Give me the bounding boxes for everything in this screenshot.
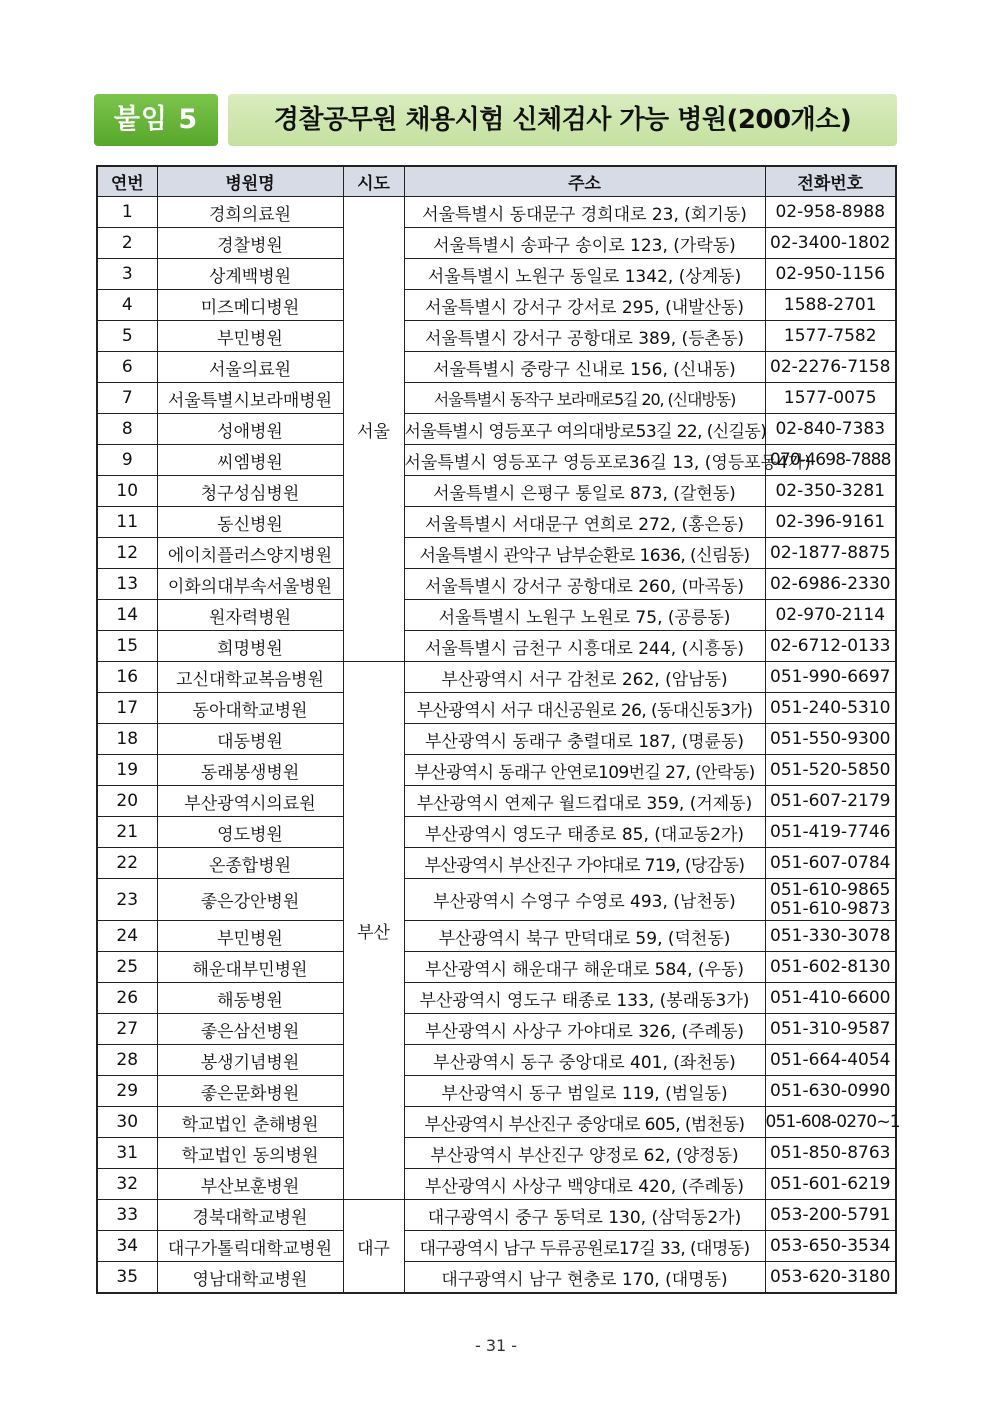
hospital-phone: 051-608-0270~1 bbox=[765, 1107, 896, 1138]
hospital-address: 서울특별시 관악구 남부순환로 1636, (신림동) bbox=[404, 538, 765, 569]
table-row bbox=[97, 476, 896, 507]
hospital-name: 대구가톨릭대학교병원 bbox=[157, 1231, 343, 1262]
hospital-table bbox=[96, 165, 900, 1294]
hospital-address: 부산광역시 사상구 가야대로 326, (주례동) bbox=[404, 1014, 765, 1045]
row-number: 27 bbox=[97, 1014, 157, 1045]
hospital-phone: 02-350-3281 bbox=[765, 476, 896, 507]
hospital-phone: 051-850-8763 bbox=[765, 1138, 896, 1169]
hospital-phone: 051-419-7746 bbox=[765, 817, 896, 848]
hospital-name: 동아대학교병원 bbox=[157, 693, 343, 724]
hospital-address: 부산광역시 동래구 안연로109번길 27, (안락동) bbox=[404, 755, 765, 786]
table-row bbox=[97, 321, 896, 352]
hospital-address: 부산광역시 사상구 백양대로 420, (주례동) bbox=[404, 1169, 765, 1200]
hospital-address: 부산광역시 해운대구 해운대로 584, (우동) bbox=[404, 952, 765, 983]
hospital-name: 희명병원 bbox=[157, 631, 343, 662]
hospital-address: 부산광역시 서구 대신공원로 26, (동대신동3가) bbox=[404, 693, 765, 724]
hospital-phone: 051-330-3078 bbox=[765, 921, 896, 952]
hospital-address: 부산광역시 수영구 수영로 493, (남천동) bbox=[404, 879, 765, 921]
row-number: 3 bbox=[97, 259, 157, 290]
table-row bbox=[97, 724, 896, 755]
hospital-address: 서울특별시 영등포구 여의대방로53길 22, (신길동) bbox=[404, 414, 765, 445]
hospital-name: 서울특별시보라매병원 bbox=[157, 383, 343, 414]
row-number: 32 bbox=[97, 1169, 157, 1200]
table-row bbox=[97, 538, 896, 569]
table-row bbox=[97, 290, 896, 321]
hospital-address: 부산광역시 연제구 월드컵대로 359, (거제동) bbox=[404, 786, 765, 817]
table-row bbox=[97, 817, 896, 848]
row-number: 30 bbox=[97, 1107, 157, 1138]
table-row bbox=[97, 848, 896, 879]
row-number: 25 bbox=[97, 952, 157, 983]
hospital-name: 봉생기념병원 bbox=[157, 1045, 343, 1076]
row-number: 22 bbox=[97, 848, 157, 879]
row-number: 13 bbox=[97, 569, 157, 600]
region-cell: 부산 bbox=[343, 662, 404, 1200]
row-number: 29 bbox=[97, 1076, 157, 1107]
hospital-name: 동신병원 bbox=[157, 507, 343, 538]
page-title: 경찰공무원 채용시험 신체검사 가능 병원(200개소) bbox=[228, 94, 897, 146]
table-row bbox=[97, 352, 896, 383]
hospital-address: 부산광역시 부산진구 중앙대로 605, (범천동) bbox=[404, 1107, 765, 1138]
phone-line: 051-610-9865 bbox=[770, 879, 891, 900]
hospital-name: 상계백병원 bbox=[157, 259, 343, 290]
table-row bbox=[97, 1045, 896, 1076]
hospital-phone: 02-396-9161 bbox=[765, 507, 896, 538]
hospital-name: 학교법인 동의병원 bbox=[157, 1138, 343, 1169]
hospital-phone: 1577-0075 bbox=[765, 383, 896, 414]
row-number: 35 bbox=[97, 1262, 157, 1294]
table-row bbox=[97, 414, 896, 445]
row-number: 17 bbox=[97, 693, 157, 724]
row-number: 12 bbox=[97, 538, 157, 569]
row-number: 23 bbox=[97, 879, 157, 921]
table-row bbox=[97, 1262, 896, 1294]
row-number: 2 bbox=[97, 228, 157, 259]
page-header bbox=[94, 94, 897, 146]
hospital-name: 에이치플러스양지병원 bbox=[157, 538, 343, 569]
row-number: 5 bbox=[97, 321, 157, 352]
hospital-name: 부민병원 bbox=[157, 321, 343, 352]
hospital-name: 온종합병원 bbox=[157, 848, 343, 879]
row-number: 1 bbox=[97, 197, 157, 228]
row-number: 20 bbox=[97, 786, 157, 817]
col-header-no: 연번 bbox=[97, 166, 157, 197]
row-number: 24 bbox=[97, 921, 157, 952]
hospital-phone: 051-310-9587 bbox=[765, 1014, 896, 1045]
table-row bbox=[97, 507, 896, 538]
attachment-badge: 붙임 5 bbox=[94, 94, 218, 146]
hospital-phone: 02-3400-1802 bbox=[765, 228, 896, 259]
hospital-address: 대구광역시 남구 현충로 170, (대명동) bbox=[404, 1262, 765, 1294]
col-header-name: 병원명 bbox=[157, 166, 343, 197]
hospital-address: 서울특별시 강서구 공항대로 260, (마곡동) bbox=[404, 569, 765, 600]
hospital-name: 경북대학교병원 bbox=[157, 1200, 343, 1231]
hospital-address: 대구광역시 남구 두류공원로17길 33, (대명동) bbox=[404, 1231, 765, 1262]
table-row bbox=[97, 1169, 896, 1200]
hospital-address: 서울특별시 노원구 노원로 75, (공릉동) bbox=[404, 600, 765, 631]
page-number: - 31 - bbox=[474, 1336, 518, 1355]
hospital-phone: 02-958-8988 bbox=[765, 197, 896, 228]
hospital-address: 부산광역시 북구 만덕대로 59, (덕천동) bbox=[404, 921, 765, 952]
hospital-name: 경희의료원 bbox=[157, 197, 343, 228]
row-number: 31 bbox=[97, 1138, 157, 1169]
hospital-address: 서울특별시 노원구 동일로 1342, (상계동) bbox=[404, 259, 765, 290]
region-cell: 대구 bbox=[343, 1200, 404, 1294]
row-number: 18 bbox=[97, 724, 157, 755]
table-row bbox=[97, 600, 896, 631]
hospital-name: 고신대학교복음병원 bbox=[157, 662, 343, 693]
hospital-address: 서울특별시 강서구 강서로 295, (내발산동) bbox=[404, 290, 765, 321]
hospital-address: 서울특별시 영등포구 영등포로36길 13, (영등포동4가) bbox=[404, 445, 765, 476]
row-number: 21 bbox=[97, 817, 157, 848]
hospital-address: 부산광역시 서구 감천로 262, (암남동) bbox=[404, 662, 765, 693]
hospital-phone: 053-200-5791 bbox=[765, 1200, 896, 1231]
hospital-address: 서울특별시 중랑구 신내로 156, (신내동) bbox=[404, 352, 765, 383]
hospital-address: 대구광역시 중구 동덕로 130, (삼덕동2가) bbox=[404, 1200, 765, 1231]
phone-line: 051-610-9873 bbox=[770, 898, 891, 919]
hospital-phone: 051-410-6600 bbox=[765, 983, 896, 1014]
table-row bbox=[97, 631, 896, 662]
hospital-phone bbox=[765, 879, 896, 921]
region-cell: 서울 bbox=[343, 197, 404, 662]
row-number: 34 bbox=[97, 1231, 157, 1262]
hospital-address: 부산광역시 영도구 태종로 85, (대교동2가) bbox=[404, 817, 765, 848]
hospital-name: 좋은강안병원 bbox=[157, 879, 343, 921]
hospital-name: 미즈메디병원 bbox=[157, 290, 343, 321]
table-row bbox=[97, 569, 896, 600]
hospital-phone: 053-620-3180 bbox=[765, 1262, 896, 1294]
hospital-address: 부산광역시 동구 범일로 119, (범일동) bbox=[404, 1076, 765, 1107]
table-row bbox=[97, 1231, 896, 1262]
row-number: 19 bbox=[97, 755, 157, 786]
hospital-phone: 051-630-0990 bbox=[765, 1076, 896, 1107]
hospital-name: 부산광역시의료원 bbox=[157, 786, 343, 817]
row-number: 10 bbox=[97, 476, 157, 507]
hospital-phone: 051-520-5850 bbox=[765, 755, 896, 786]
hospital-address: 서울특별시 동작구 보라매로5길 20, (신대방동) bbox=[404, 383, 765, 414]
table-header-row bbox=[97, 166, 896, 197]
hospital-phone: 051-664-4054 bbox=[765, 1045, 896, 1076]
table-row bbox=[97, 662, 896, 693]
table-row bbox=[97, 693, 896, 724]
hospital-phone: 051-602-8130 bbox=[765, 952, 896, 983]
row-number: 9 bbox=[97, 445, 157, 476]
hospital-name: 원자력병원 bbox=[157, 600, 343, 631]
hospital-name: 해동병원 bbox=[157, 983, 343, 1014]
row-number: 6 bbox=[97, 352, 157, 383]
hospital-name: 동래봉생병원 bbox=[157, 755, 343, 786]
hospital-phone: 02-950-1156 bbox=[765, 259, 896, 290]
hospital-name: 영도병원 bbox=[157, 817, 343, 848]
row-number: 15 bbox=[97, 631, 157, 662]
row-number: 14 bbox=[97, 600, 157, 631]
hospital-name: 부민병원 bbox=[157, 921, 343, 952]
hospital-name: 청구성심병원 bbox=[157, 476, 343, 507]
table-row bbox=[97, 1014, 896, 1045]
hospital-phone: 1577-7582 bbox=[765, 321, 896, 352]
col-header-address: 주소 bbox=[404, 166, 765, 197]
hospital-address: 서울특별시 송파구 송이로 123, (가락동) bbox=[404, 228, 765, 259]
table-row bbox=[97, 197, 896, 228]
row-number: 16 bbox=[97, 662, 157, 693]
table-row bbox=[97, 921, 896, 952]
hospital-address: 부산광역시 영도구 태종로 133, (봉래동3가) bbox=[404, 983, 765, 1014]
row-number: 7 bbox=[97, 383, 157, 414]
row-number: 33 bbox=[97, 1200, 157, 1231]
hospital-address: 서울특별시 금천구 시흥대로 244, (시흥동) bbox=[404, 631, 765, 662]
hospital-address: 서울특별시 서대문구 연희로 272, (홍은동) bbox=[404, 507, 765, 538]
col-header-phone: 전화번호 bbox=[765, 166, 896, 197]
hospital-address: 서울특별시 강서구 공항대로 389, (등촌동) bbox=[404, 321, 765, 352]
row-number: 4 bbox=[97, 290, 157, 321]
table-row bbox=[97, 1107, 896, 1138]
hospital-name: 씨엠병원 bbox=[157, 445, 343, 476]
hospital-name: 해운대부민병원 bbox=[157, 952, 343, 983]
row-number: 28 bbox=[97, 1045, 157, 1076]
table-row bbox=[97, 383, 896, 414]
hospital-phone: 051-550-9300 bbox=[765, 724, 896, 755]
table-row bbox=[97, 983, 896, 1014]
hospital-name: 대동병원 bbox=[157, 724, 343, 755]
hospital-name: 성애병원 bbox=[157, 414, 343, 445]
row-number: 26 bbox=[97, 983, 157, 1014]
hospital-name: 이화의대부속서울병원 bbox=[157, 569, 343, 600]
hospital-name: 서울의료원 bbox=[157, 352, 343, 383]
hospital-phone: 051-601-6219 bbox=[765, 1169, 896, 1200]
hospital-address: 서울특별시 은평구 통일로 873, (갈현동) bbox=[404, 476, 765, 507]
hospital-phone: 070-4698-7888 bbox=[765, 445, 896, 476]
hospital-name: 좋은문화병원 bbox=[157, 1076, 343, 1107]
table-row bbox=[97, 228, 896, 259]
hospital-phone: 02-840-7383 bbox=[765, 414, 896, 445]
hospital-address: 서울특별시 동대문구 경희대로 23, (회기동) bbox=[404, 197, 765, 228]
hospital-phone: 051-990-6697 bbox=[765, 662, 896, 693]
row-number: 11 bbox=[97, 507, 157, 538]
hospital-phone: 053-650-3534 bbox=[765, 1231, 896, 1262]
hospital-name: 경찰병원 bbox=[157, 228, 343, 259]
row-number: 8 bbox=[97, 414, 157, 445]
table-row bbox=[97, 1076, 896, 1107]
table-row bbox=[97, 259, 896, 290]
hospital-phone: 051-240-5310 bbox=[765, 693, 896, 724]
hospital-phone: 02-6986-2330 bbox=[765, 569, 896, 600]
hospital-address: 부산광역시 부산진구 가야대로 719, (당감동) bbox=[404, 848, 765, 879]
hospital-phone: 02-1877-8875 bbox=[765, 538, 896, 569]
hospital-name: 영남대학교병원 bbox=[157, 1262, 343, 1294]
hospital-phone: 02-6712-0133 bbox=[765, 631, 896, 662]
hospital-phone: 02-970-2114 bbox=[765, 600, 896, 631]
table-row bbox=[97, 786, 896, 817]
table-row bbox=[97, 1138, 896, 1169]
hospital-phone: 1588-2701 bbox=[765, 290, 896, 321]
hospital-phone: 02-2276-7158 bbox=[765, 352, 896, 383]
table-row bbox=[97, 952, 896, 983]
col-header-region: 시도 bbox=[343, 166, 404, 197]
table-body bbox=[97, 197, 900, 1294]
hospital-address: 부산광역시 부산진구 양정로 62, (양정동) bbox=[404, 1138, 765, 1169]
table-row bbox=[97, 1200, 896, 1231]
table-row bbox=[97, 445, 896, 476]
hospital-address: 부산광역시 동래구 충렬대로 187, (명륜동) bbox=[404, 724, 765, 755]
hospital-name: 부산보훈병원 bbox=[157, 1169, 343, 1200]
table-row bbox=[97, 755, 896, 786]
table-row bbox=[97, 879, 896, 921]
hospital-name: 학교법인 춘해병원 bbox=[157, 1107, 343, 1138]
hospital-phone: 051-607-2179 bbox=[765, 786, 896, 817]
hospital-name: 좋은삼선병원 bbox=[157, 1014, 343, 1045]
hospital-phone: 051-607-0784 bbox=[765, 848, 896, 879]
hospital-address: 부산광역시 동구 중앙대로 401, (좌천동) bbox=[404, 1045, 765, 1076]
